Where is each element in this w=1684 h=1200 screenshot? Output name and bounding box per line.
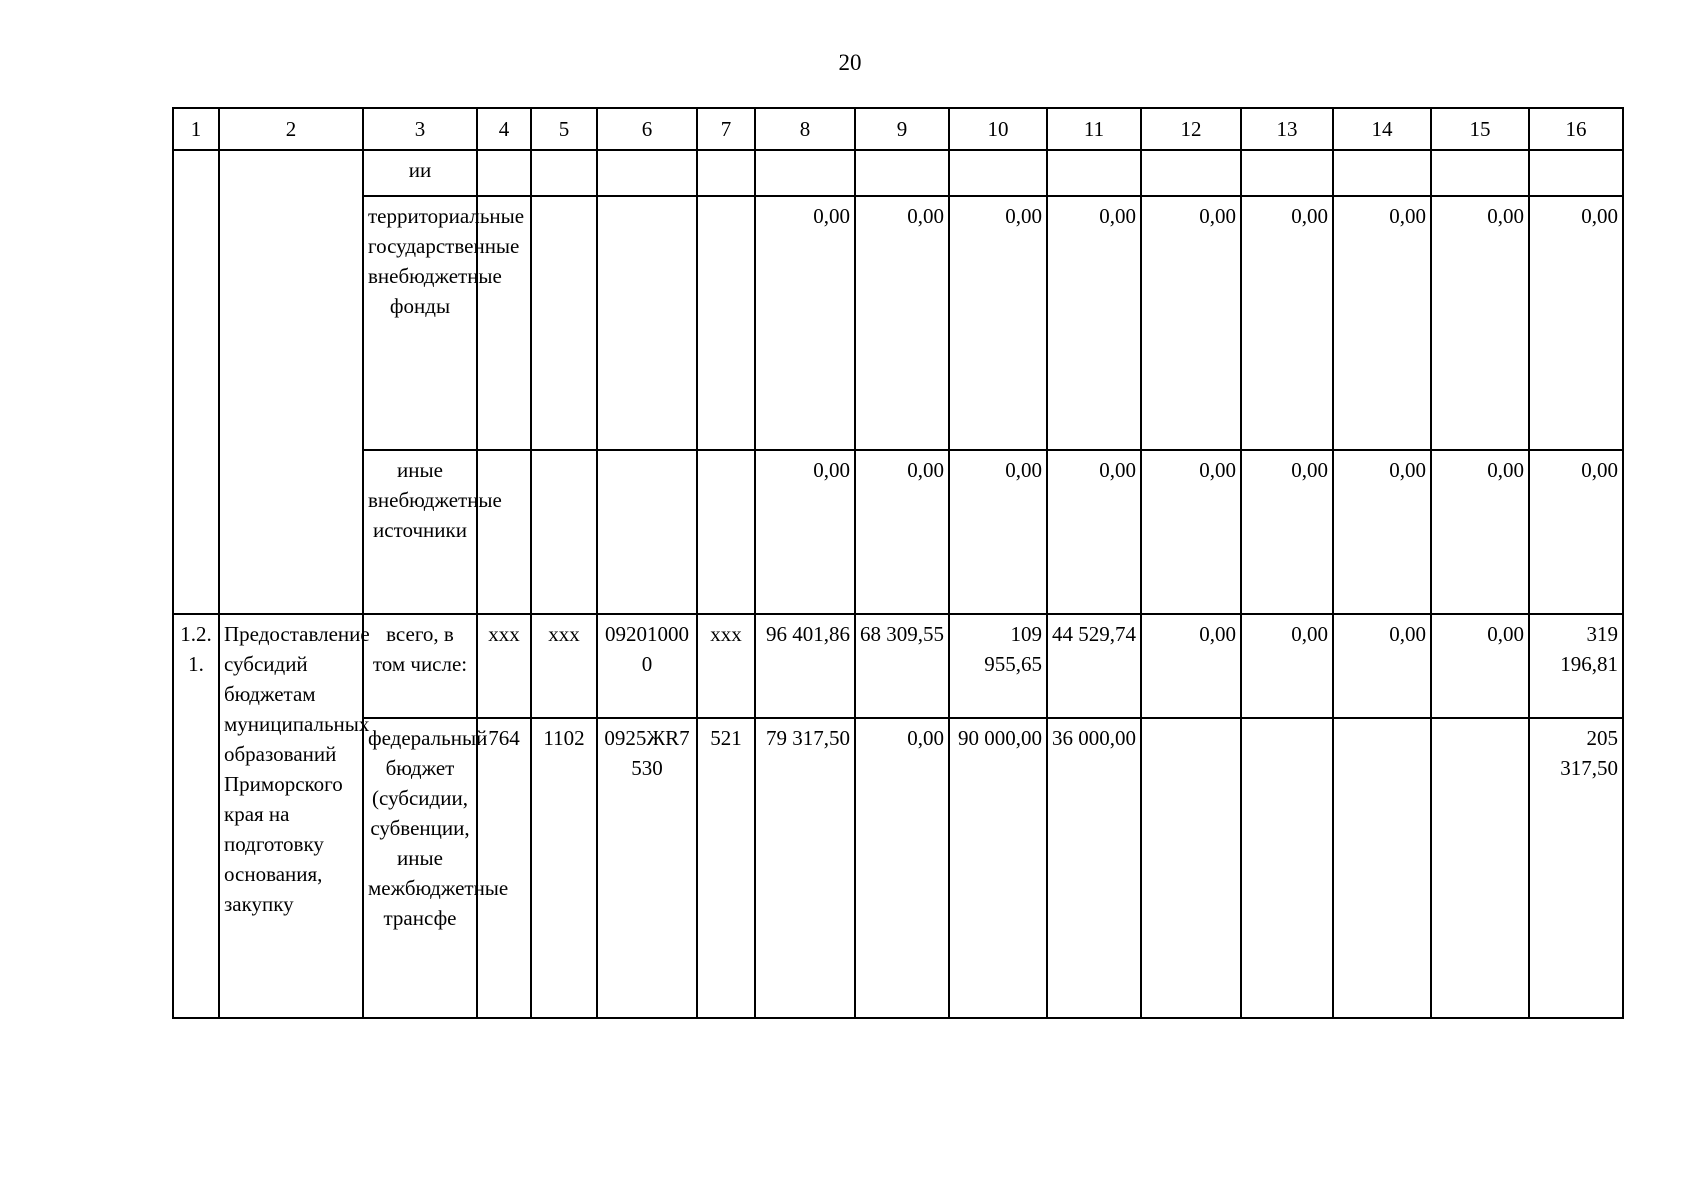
code-cell: 092010000: [597, 614, 697, 718]
value-cell: 96 401,86: [755, 614, 855, 718]
empty-cell: [531, 196, 597, 450]
header-cell: 4: [477, 108, 531, 150]
value-cell: 79 317,50: [755, 718, 855, 1018]
item-description: Предоставление субсидий бюджетам муниципальных образований Приморского края на подготовку основания, закупку: [219, 614, 363, 1018]
value-cell: 0,00: [1529, 196, 1623, 450]
table-row: [173, 450, 1623, 614]
value-cell: 0,00: [1047, 196, 1141, 450]
value-cell: 0,00: [1529, 450, 1623, 614]
value-cell: 0,00: [1141, 614, 1241, 718]
value-cell: 0,00: [855, 450, 949, 614]
header-cell: 14: [1333, 108, 1431, 150]
header-cell: 6: [597, 108, 697, 150]
value-cell: [1333, 718, 1431, 1018]
header-cell: 3: [363, 108, 477, 150]
value-cell: 0,00: [949, 450, 1047, 614]
value-cell: 0,00: [1047, 450, 1141, 614]
empty-cell: [531, 450, 597, 614]
empty-cell: [1333, 150, 1431, 196]
header-row: [173, 108, 1623, 150]
value-cell: 109 955,65: [949, 614, 1047, 718]
empty-cell: [477, 150, 531, 196]
code-cell: ххх: [531, 614, 597, 718]
page-number: 20: [838, 50, 862, 75]
value-cell: 0,00: [1241, 450, 1333, 614]
empty-cell: [755, 150, 855, 196]
value-cell: 0,00: [1431, 614, 1529, 718]
empty-cell: [597, 150, 697, 196]
empty-cell: [1241, 150, 1333, 196]
value-cell: 0,00: [855, 196, 949, 450]
source-label: ии: [363, 150, 477, 196]
value-cell: 0,00: [755, 450, 855, 614]
code-cell: 521: [697, 718, 755, 1018]
header-cell: 16: [1529, 108, 1623, 150]
value-cell: 0,00: [1141, 196, 1241, 450]
value-cell: 90 000,00: [949, 718, 1047, 1018]
value-cell: 0,00: [1241, 196, 1333, 450]
code-cell: 0925ЖR7530: [597, 718, 697, 1018]
value-cell: 0,00: [1333, 450, 1431, 614]
empty-cell: [697, 450, 755, 614]
budget-table: [172, 107, 1624, 1019]
value-cell: [1141, 718, 1241, 1018]
header-cell: 10: [949, 108, 1047, 150]
empty-cell: [173, 150, 219, 614]
table-row: [173, 614, 1623, 718]
value-cell: 0,00: [855, 718, 949, 1018]
empty-cell: [1141, 150, 1241, 196]
empty-cell: [597, 196, 697, 450]
item-number: 1.2.1.: [173, 614, 219, 1018]
value-cell: 205 317,50: [1529, 718, 1623, 1018]
table-row: [173, 150, 1623, 196]
value-cell: 44 529,74: [1047, 614, 1141, 718]
value-cell: [1431, 718, 1529, 1018]
code-cell: 764: [477, 718, 531, 1018]
value-cell: 0,00: [1431, 196, 1529, 450]
value-cell: 36 000,00: [1047, 718, 1141, 1018]
value-cell: 0,00: [1333, 196, 1431, 450]
empty-cell: [1047, 150, 1141, 196]
value-cell: 319 196,81: [1529, 614, 1623, 718]
empty-cell: [855, 150, 949, 196]
value-cell: 0,00: [949, 196, 1047, 450]
empty-cell: [477, 450, 531, 614]
value-cell: 0,00: [1333, 614, 1431, 718]
empty-cell: [1529, 150, 1623, 196]
empty-cell: [697, 196, 755, 450]
table-row: [173, 196, 1623, 450]
source-label: территориальные государственные внебюджетные фонды: [363, 196, 477, 450]
header-cell: 8: [755, 108, 855, 150]
header-cell: 12: [1141, 108, 1241, 150]
header-cell: 1: [173, 108, 219, 150]
code-cell: ххх: [697, 614, 755, 718]
header-cell: 7: [697, 108, 755, 150]
value-cell: 0,00: [1141, 450, 1241, 614]
value-cell: 0,00: [755, 196, 855, 450]
code-cell: ххх: [477, 614, 531, 718]
value-cell: 0,00: [1241, 614, 1333, 718]
header-cell: 5: [531, 108, 597, 150]
empty-cell: [1431, 150, 1529, 196]
header-cell: 2: [219, 108, 363, 150]
header-cell: 9: [855, 108, 949, 150]
source-label: иные внебюджетные источники: [363, 450, 477, 614]
value-cell: [1241, 718, 1333, 1018]
code-cell: 1102: [531, 718, 597, 1018]
empty-cell: [531, 150, 597, 196]
table-row: [173, 718, 1623, 1018]
value-cell: 0,00: [1431, 450, 1529, 614]
header-cell: 11: [1047, 108, 1141, 150]
empty-cell: [697, 150, 755, 196]
empty-cell: [219, 150, 363, 614]
header-cell: 13: [1241, 108, 1333, 150]
empty-cell: [949, 150, 1047, 196]
source-label: федеральный бюджет (субсидии, субвенции, иные межбюджетные трансфе: [363, 718, 477, 1018]
header-cell: 15: [1431, 108, 1529, 150]
value-cell: 68 309,55: [855, 614, 949, 718]
source-label: всего, в том числе:: [363, 614, 477, 718]
empty-cell: [597, 450, 697, 614]
